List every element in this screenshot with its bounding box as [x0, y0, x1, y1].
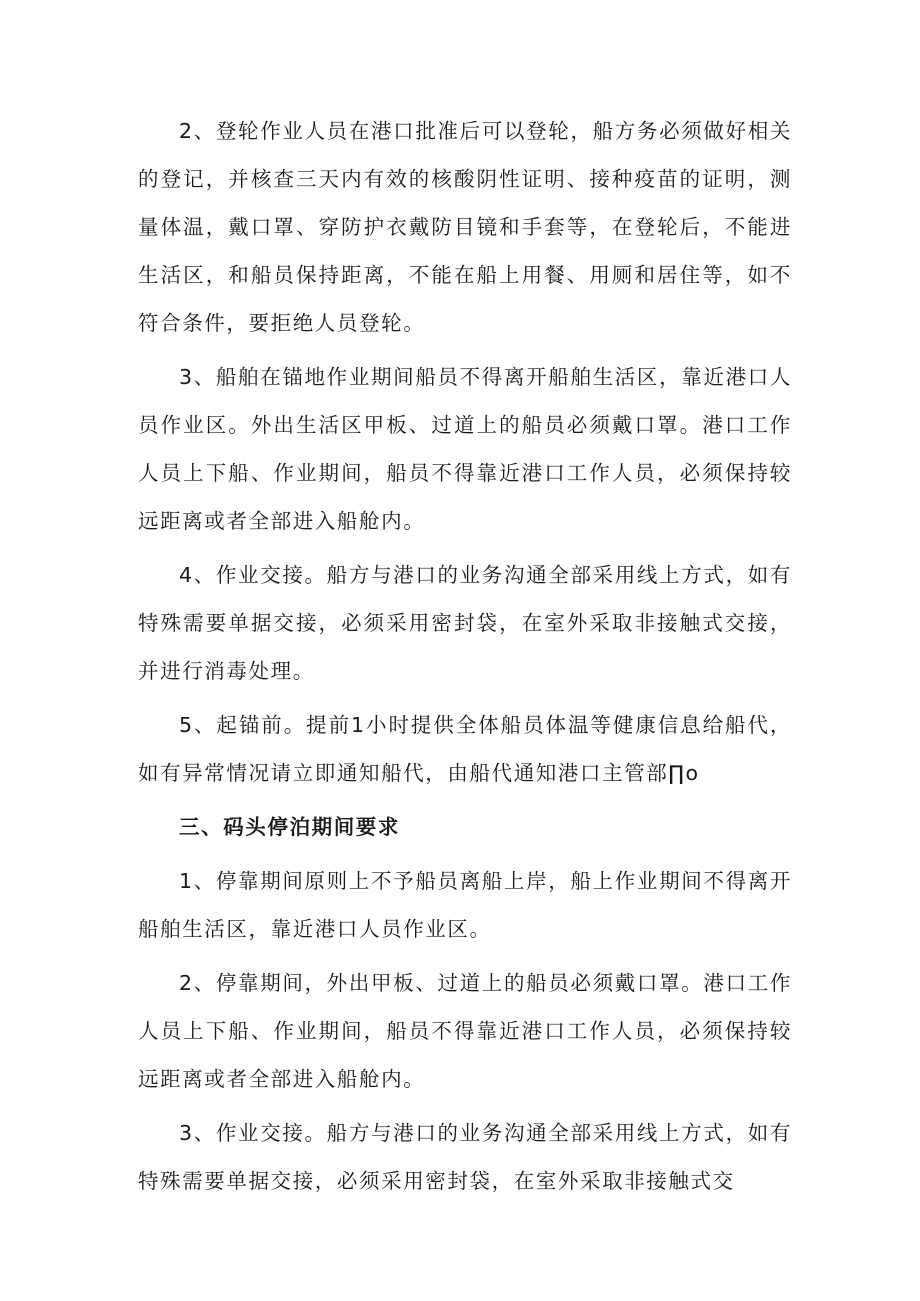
document-body [138, 107, 792, 1211]
paragraph-operation-handover: 4、作业交接。船方与港口的业务沟通全部采用线上方式，如有特殊需要单据交接，必须采用密封袋，在室外采取非接触式交接，并进行消毒处理。 [138, 563, 792, 683]
paragraph-berthing-shore-leave: 1、停靠期间原则上不予船员离船上岸，船上作业期间不得离开船舶生活区，靠近港口人员作业区。 [138, 869, 792, 941]
paragraph-boarding-registration: 2、登轮作业人员在港口批准后可以登轮，船方务必须做好相关的登记，并核查三天内有效的核酸阴性证明、接种疫苗的证明，测量体温，戴口罩、穿防护衣戴防目镜和手套等，在登轮后，不能进生活区，和船员保持距离，不能在船上用餐、用厕和居住等，如不符合条件，要拒绝人员登轮。 [138, 119, 792, 335]
paragraph-berthing-handover: 3、作业交接。船方与港口的业务沟通全部采用线上方式，如有特殊需要单据交接，必须采用密封袋，在室外采取非接触式交 [138, 1121, 792, 1193]
section-heading-berthing: 三、码头停泊期间要求 [179, 815, 400, 839]
paragraph-before-weighing-anchor: 5、起锚前。提前1小时提供全体船员体温等健康信息给船代，如有异常情况请立即通知船代，由船代通知港口主管部∏o [138, 713, 792, 785]
paragraph-anchorage-restrictions: 3、船舶在锚地作业期间船员不得离开船舶生活区，靠近港口人员作业区。外出生活区甲板、过道上的船员必须戴口罩。港口工作人员上下船、作业期间，船员不得靠近港口工作人员，必须保持较远距离或者全部进入船舱内。 [138, 365, 792, 533]
paragraph-berthing-masks: 2、停靠期间，外出甲板、过道上的船员必须戴口罩。港口工作人员上下船、作业期间，船员不得靠近港口工作人员，必须保持较远距离或者全部进入船舱内。 [138, 971, 792, 1091]
